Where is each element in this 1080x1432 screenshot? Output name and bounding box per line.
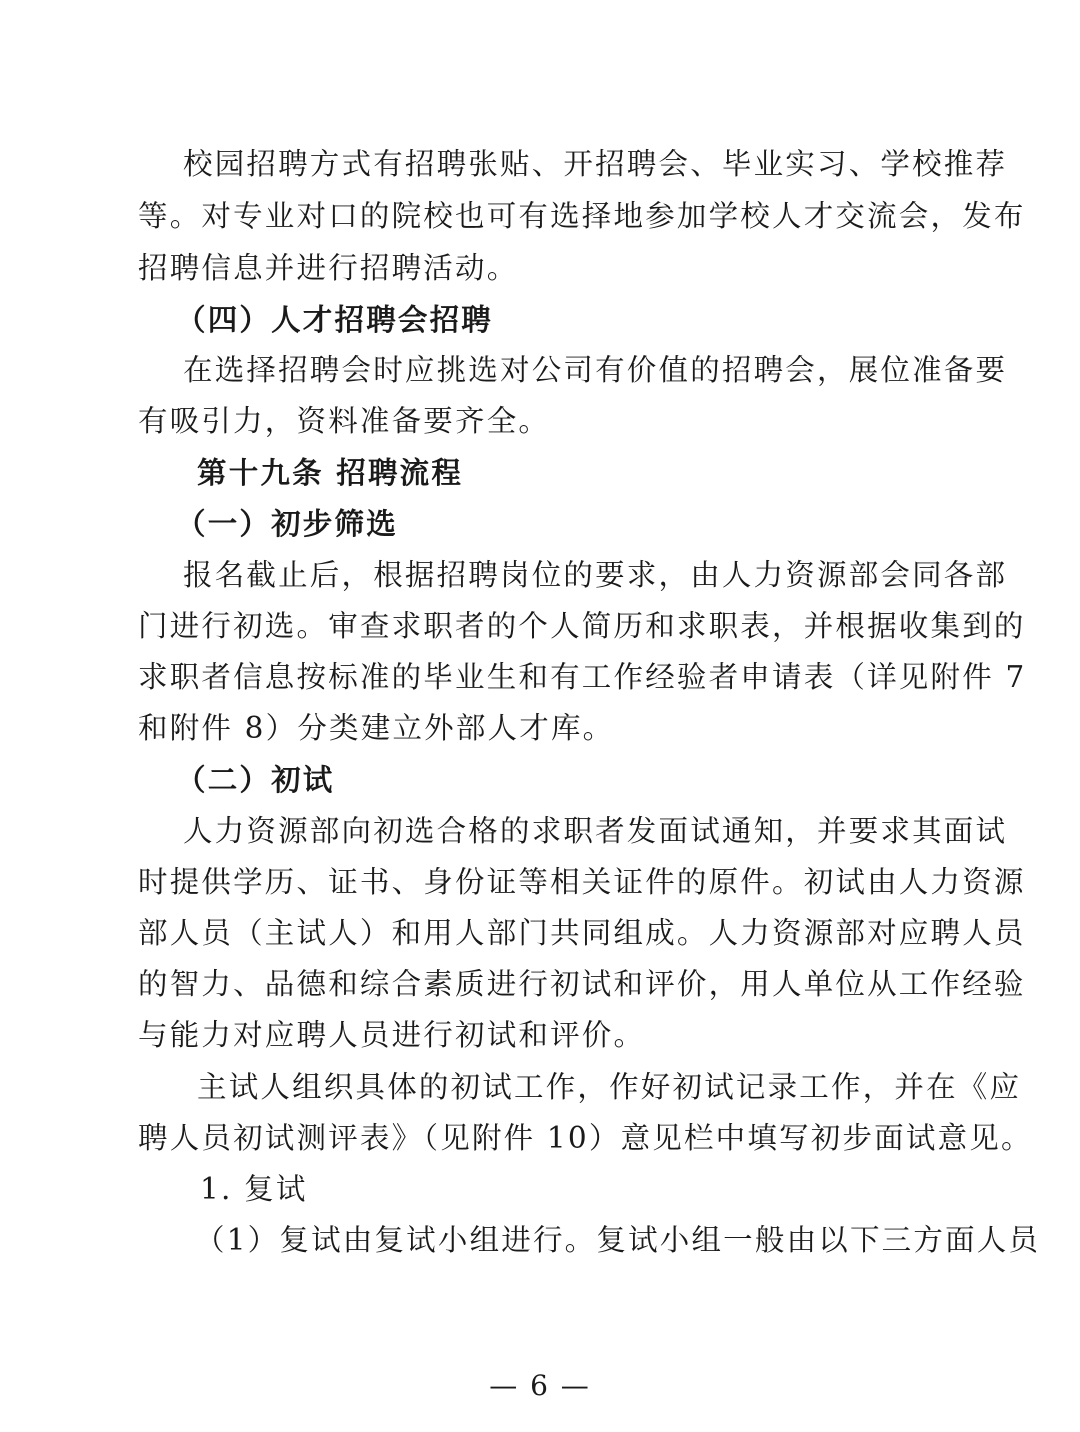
paragraph-line: 的智力、品德和综合素质进行初试和评价，用人单位从工作经验 <box>138 967 1026 1001</box>
paragraph-line: 主试人组织具体的初试工作，作好初试记录工作，并在《应 <box>197 1070 1022 1104</box>
paragraph-line: 与能力对应聘人员进行初试和评价。 <box>138 1018 646 1052</box>
article-heading: 第十九条 招聘流程 <box>197 456 464 490</box>
paragraph-line: 和附件 8）分类建立外部人才库。 <box>138 711 615 745</box>
section-heading: （四）人才招聘会招聘 <box>176 303 494 337</box>
paragraph-line: 报名截止后，根据招聘岗位的要求，由人力资源部会同各部 <box>183 558 1008 592</box>
paragraph-line: 时提供学历、证书、身份证等相关证件的原件。初试由人力资源 <box>138 865 1026 899</box>
paragraph-line: 门进行初选。审查求职者的个人简历和求职表，并根据收集到的 <box>138 609 1026 643</box>
section-heading: （二）初试 <box>176 763 335 797</box>
section-heading: （一）初步筛选 <box>176 507 398 541</box>
paragraph-line: 在选择招聘会时应挑选对公司有价值的招聘会，展位准备要 <box>183 353 1008 387</box>
list-item-heading: 1. 复试 <box>200 1172 308 1206</box>
paragraph-line: 招聘信息并进行招聘活动。 <box>138 251 519 285</box>
paragraph-line: 聘人员初试测评表》（见附件 10）意见栏中填写初步面试意见。 <box>138 1121 1033 1155</box>
page-number: — 6 — <box>489 1369 591 1402</box>
paragraph-line: 等。对专业对口的院校也可有选择地参加学校人才交流会，发布 <box>138 199 1026 233</box>
paragraph-line: 部人员（主试人）和用人部门共同组成。人力资源部对应聘人员 <box>138 916 1026 950</box>
paragraph-line: 有吸引力，资料准备要齐全。 <box>138 404 551 438</box>
paragraph-line: 求职者信息按标准的毕业生和有工作经验者申请表（详见附件 7 <box>138 660 1027 694</box>
paragraph-line: 人力资源部向初选合格的求职者发面试通知，并要求其面试 <box>183 814 1008 848</box>
paragraph-line: 校园招聘方式有招聘张贴、开招聘会、毕业实习、学校推荐 <box>183 147 1008 181</box>
paragraph-line: （1）复试由复试小组进行。复试小组一般由以下三方面人员 <box>195 1223 1041 1257</box>
